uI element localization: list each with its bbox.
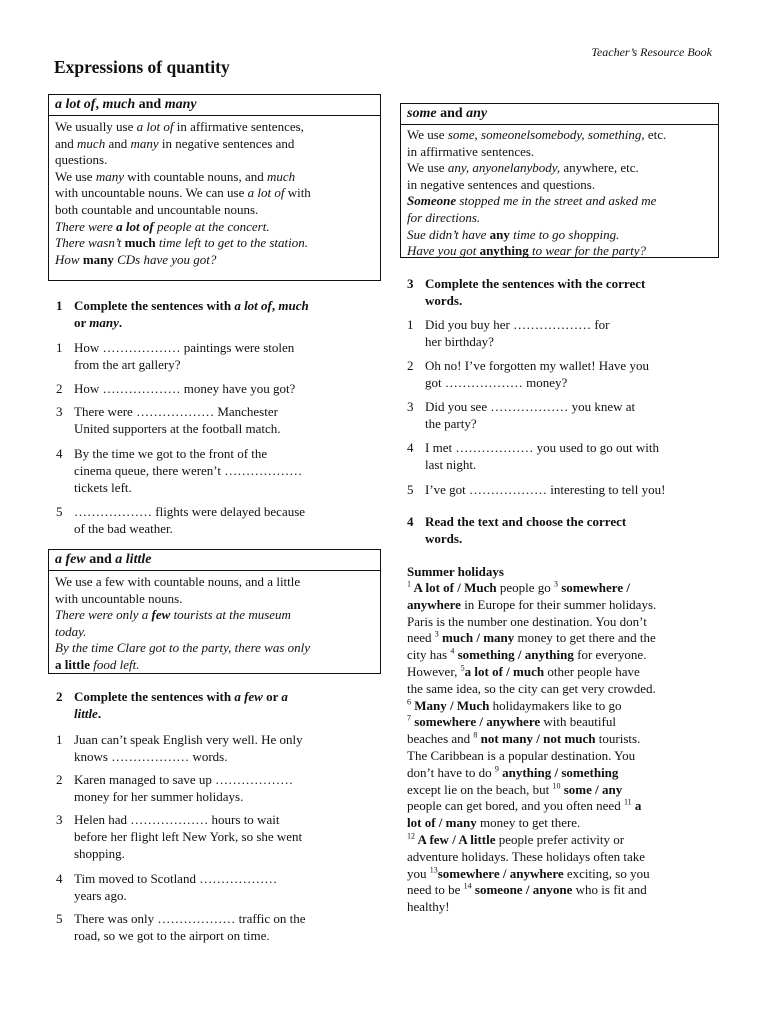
- gap-number: 11: [623, 798, 632, 808]
- rule-line: in affirmative sentences.: [407, 143, 535, 159]
- reading-text-fragment: holidaymakers like to go: [489, 697, 622, 713]
- reading-text-fragment: except lie on the beach, but: [407, 781, 553, 797]
- reading-line: [407, 630, 725, 647]
- grammar-box-heading: a lot of, much and many: [49, 95, 380, 116]
- reading-line: [407, 765, 725, 782]
- reading-line: [407, 714, 725, 731]
- page-title: Expressions of quantity: [54, 57, 230, 77]
- reading-line: [407, 882, 725, 899]
- reading-line: [407, 580, 725, 597]
- grammar-box-body: [49, 116, 380, 270]
- reading-text-fragment: other people have: [544, 663, 640, 679]
- gap-number: 5: [460, 663, 465, 673]
- grammar-box-heading: some and any: [401, 104, 718, 125]
- task-4-instruction: 4 Read the text and choose the correct words.: [407, 514, 627, 546]
- task-2-instruction: 2 Complete the sentences with a few or a little.: [56, 689, 288, 721]
- answer-choice: some / any: [560, 781, 623, 797]
- reading-title: Summer holidays: [407, 564, 504, 579]
- reading-text-fragment: healthy!: [407, 899, 450, 915]
- rule-line: We usually use a lot of in affirmative sentences,: [55, 119, 304, 134]
- rule-line: in negative sentences and questions.: [407, 176, 596, 192]
- grammar-box-a-few: [48, 549, 381, 674]
- grammar-box-heading: a few and a little: [49, 550, 380, 571]
- reading-text-fragment: beaches and: [407, 731, 474, 747]
- answer-choice: somewhere / anywhere: [437, 865, 564, 881]
- reading-text-fragment: city has: [407, 647, 451, 663]
- reading-line: [407, 647, 725, 664]
- reading-text-fragment: don’t have to do: [407, 764, 495, 780]
- answer-choice: someone / anyone: [471, 882, 573, 898]
- gap-number: 12: [407, 831, 415, 841]
- gap-number: 1: [407, 579, 411, 589]
- gap-number: 9: [494, 764, 499, 774]
- reading-line: [407, 849, 725, 866]
- reading-line: [407, 748, 725, 765]
- rule-line: with uncountable nouns. We can use a lot of with: [55, 185, 311, 201]
- example-line: for directions.: [407, 209, 481, 225]
- gap-number: 3: [434, 630, 439, 640]
- answer-choice: anywhere: [407, 596, 461, 612]
- answer-choice: A lot of / Much: [411, 580, 497, 595]
- reading-line: [407, 832, 725, 849]
- reading-text-fragment: in Europe for their summer holidays.: [460, 596, 657, 612]
- reading-line: [407, 899, 725, 916]
- answer-choice: somewhere / anywhere: [411, 714, 541, 730]
- rule-line: We use some, someonelsomebody, something, etc.: [407, 127, 667, 142]
- gap-number: 13: [429, 865, 438, 875]
- grammar-box-body: [49, 571, 380, 676]
- reading-text-fragment: Paris is the number one destination. You don’t: [407, 613, 647, 629]
- grammar-box-body: [401, 125, 718, 262]
- reading-line: [407, 681, 725, 698]
- reading-text: [407, 580, 725, 916]
- reading-text-fragment: adventure holidays. These holidays often take: [407, 848, 646, 864]
- gap-number: 10: [552, 781, 561, 791]
- reading-text-fragment: money to get there and the: [514, 630, 656, 646]
- reading-text-fragment: However,: [407, 663, 461, 679]
- answer-choice: Many / Much: [411, 697, 490, 713]
- reading-line: [407, 731, 725, 748]
- reading-text-fragment: the same idea, so the city can get very crowded.: [407, 680, 656, 696]
- rule-line: We use any, anyonelanybody, anywhere, etc.: [407, 160, 639, 176]
- answer-choice: somewhere /: [558, 580, 630, 595]
- rule-line: both countable and uncountable nouns.: [55, 201, 259, 217]
- gap-number: 4: [450, 646, 455, 656]
- reading-text-fragment: exciting, so you: [563, 865, 650, 881]
- reading-text-fragment: with beautiful: [540, 714, 616, 730]
- reading-text-fragment: you: [407, 865, 430, 881]
- reading-line: [407, 815, 725, 832]
- task-1-instruction: 1 Complete the sentences with a lot of, much or many.: [56, 298, 309, 330]
- example-line: There were only a few tourists at the museum: [55, 607, 291, 623]
- reading-text-fragment: people go: [496, 580, 554, 595]
- reading-line: [407, 664, 725, 681]
- reading-text-fragment: who is fit and: [572, 882, 647, 898]
- task-3-instruction: 3 Complete the sentences with the correct words.: [407, 276, 646, 308]
- answer-choice: anything / something: [498, 764, 619, 780]
- reading-text-fragment: need: [407, 630, 435, 646]
- example-line: There wasn’t much time left to get to the station.: [55, 235, 309, 251]
- grammar-box-some-any: [400, 103, 719, 258]
- reading-text-fragment: need to be: [407, 882, 464, 898]
- answer-choice: not many / not much: [477, 731, 596, 747]
- rule-line: questions.: [55, 152, 108, 168]
- reading-line: [407, 866, 725, 883]
- example-line: How many CDs have you got?: [55, 251, 217, 267]
- example-line: a little food left.: [55, 656, 140, 672]
- example-line: There were a lot of people at the concert.: [55, 218, 270, 234]
- answer-choice: a: [631, 798, 642, 814]
- reading-text-fragment: The Caribbean is a popular destination. You: [407, 747, 636, 763]
- gap-number: 8: [473, 730, 478, 740]
- example-line: Sue didn’t have any time to go shopping.: [407, 226, 620, 242]
- reading-line: [407, 798, 725, 815]
- answer-choice: A few / A little: [415, 831, 496, 847]
- example-line: Have you got anything to wear for the party?: [407, 243, 647, 259]
- answer-choice: a lot of / much: [464, 663, 545, 679]
- reading-line: [407, 698, 725, 715]
- answer-choice: much / many: [438, 630, 515, 646]
- example-line: today.: [55, 623, 87, 639]
- rule-line: and much and many in negative sentences and: [55, 135, 295, 151]
- reading-line: [407, 597, 725, 614]
- rule-line: with uncountable nouns.: [55, 590, 183, 606]
- example-line: Someone stopped me in the street and asked me: [407, 193, 657, 209]
- gap-number: 3: [554, 579, 558, 589]
- gap-number: 6: [407, 697, 411, 707]
- reading-text-fragment: tourists.: [595, 731, 641, 747]
- reading-text-fragment: for everyone.: [573, 647, 647, 663]
- answer-choice: lot of / many: [407, 815, 477, 831]
- gap-number: 7: [407, 714, 411, 724]
- gap-number: 14: [463, 882, 472, 892]
- example-line: By the time Clare got to the party, there was only: [55, 640, 311, 656]
- answer-choice: something / anything: [454, 647, 574, 663]
- reading-line: [407, 614, 725, 631]
- reading-line: [407, 782, 725, 799]
- resource-book-label: Teacher’s Resource Book: [591, 45, 712, 59]
- reading-text-fragment: money to get there.: [476, 815, 581, 831]
- reading-text-fragment: people prefer activity or: [495, 831, 625, 847]
- rule-line: We use a few with countable nouns, and a little: [55, 574, 301, 589]
- grammar-box-a-lot-of: [48, 94, 381, 281]
- rule-line: We use many with countable nouns, and much: [55, 168, 296, 184]
- reading-text-fragment: people can get bored, and you often need: [407, 798, 624, 814]
